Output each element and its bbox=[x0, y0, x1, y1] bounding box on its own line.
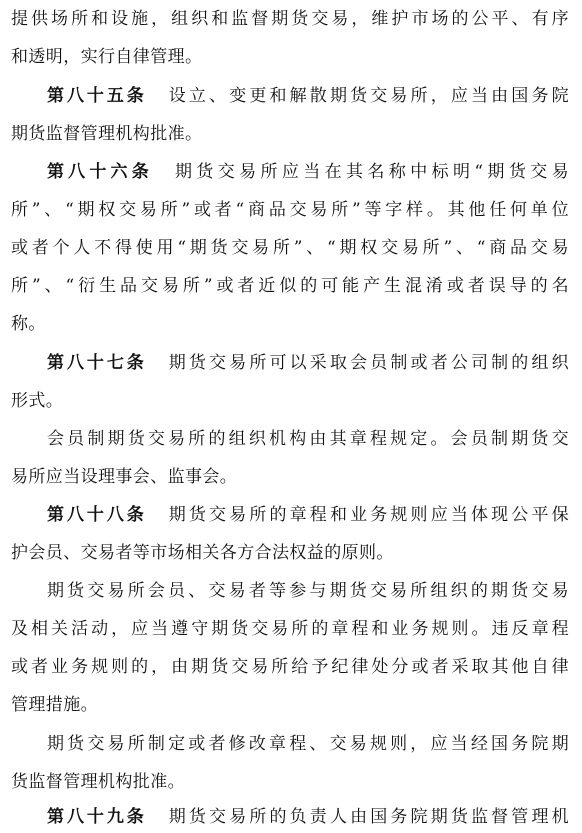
line-text: 期货监督管理机构批准。 bbox=[11, 124, 203, 144]
text-line bbox=[11, 694, 569, 716]
line-text: 期货交易所会员、交易者等参与期货交易所组织的期货交易 bbox=[47, 581, 569, 601]
line-text: 护会员、交易者等市场相关各方合法权益的原则。 bbox=[11, 543, 394, 563]
text-line bbox=[11, 618, 569, 640]
text-line bbox=[11, 656, 569, 678]
text-line bbox=[47, 352, 569, 374]
text-line bbox=[11, 275, 569, 297]
text-line bbox=[11, 8, 569, 30]
article-number: 第八十六条 bbox=[47, 162, 153, 182]
line-text: 期货交易所制定或者修改章程、交易规则，应当经国务院期 bbox=[47, 734, 569, 754]
line-text: 和透明，实行自律管理。 bbox=[11, 47, 203, 67]
line-text: 提供场所和设施，组织和监督期货交易，维护市场的公平、有序 bbox=[11, 9, 569, 29]
text-line bbox=[11, 542, 569, 564]
line-text: 管理措施。 bbox=[11, 695, 98, 715]
line-text: 设立、变更和解散期货交易所，应当由国务院 bbox=[168, 86, 569, 106]
line-text: 形式。 bbox=[11, 391, 64, 411]
text-line bbox=[11, 771, 569, 793]
article-number: 第八十五条 bbox=[47, 86, 147, 106]
text-line bbox=[47, 733, 569, 755]
text-line bbox=[47, 161, 569, 183]
text-line bbox=[11, 313, 569, 335]
text-line bbox=[11, 390, 569, 412]
line-text: 或者业务规则的，由期货交易所给予纪律处分或者采取其他自律 bbox=[11, 657, 569, 677]
text-line bbox=[11, 199, 569, 221]
line-text: 所”、“期权交易所”或者“商品交易所”等字样。其他任何单位 bbox=[11, 200, 569, 220]
text-line bbox=[47, 428, 569, 450]
line-text: 易所应当设理事会、监事会。 bbox=[11, 467, 238, 487]
text-line bbox=[11, 237, 569, 259]
text-line bbox=[47, 504, 569, 526]
text-line bbox=[47, 806, 569, 828]
line-text: 期货交易所的章程和业务规则应当体现公平保 bbox=[168, 505, 569, 525]
line-text: 期货交易所可以采取会员制或者公司制的组织 bbox=[168, 353, 569, 373]
line-text: 期货交易所应当在其名称中标明“期货交易 bbox=[174, 162, 569, 182]
line-text: 称。 bbox=[11, 314, 46, 334]
text-line bbox=[11, 466, 569, 488]
text-line bbox=[11, 46, 569, 68]
line-text: 期货交易所的负责人由国务院期货监督管理机 bbox=[168, 807, 569, 827]
text-line bbox=[47, 580, 569, 602]
article-number: 第八十七条 bbox=[47, 353, 147, 373]
line-text: 或者个人不得使用“期货交易所”、“期权交易所”、“商品交易 bbox=[11, 238, 569, 258]
line-text: 所”、“衍生品交易所”或者近似的可能产生混淆或者误导的名 bbox=[11, 276, 569, 296]
text-line bbox=[47, 85, 569, 107]
line-text: 货监督管理机构批准。 bbox=[11, 772, 185, 792]
line-text: 及相关活动，应当遵守期货交易所的章程和业务规则。违反章程 bbox=[11, 619, 569, 639]
article-number: 第八十八条 bbox=[47, 505, 147, 525]
line-text: 会员制期货交易所的组织机构由其章程规定。会员制期货交 bbox=[47, 429, 569, 449]
text-line bbox=[11, 123, 569, 145]
article-number: 第八十九条 bbox=[47, 807, 147, 827]
